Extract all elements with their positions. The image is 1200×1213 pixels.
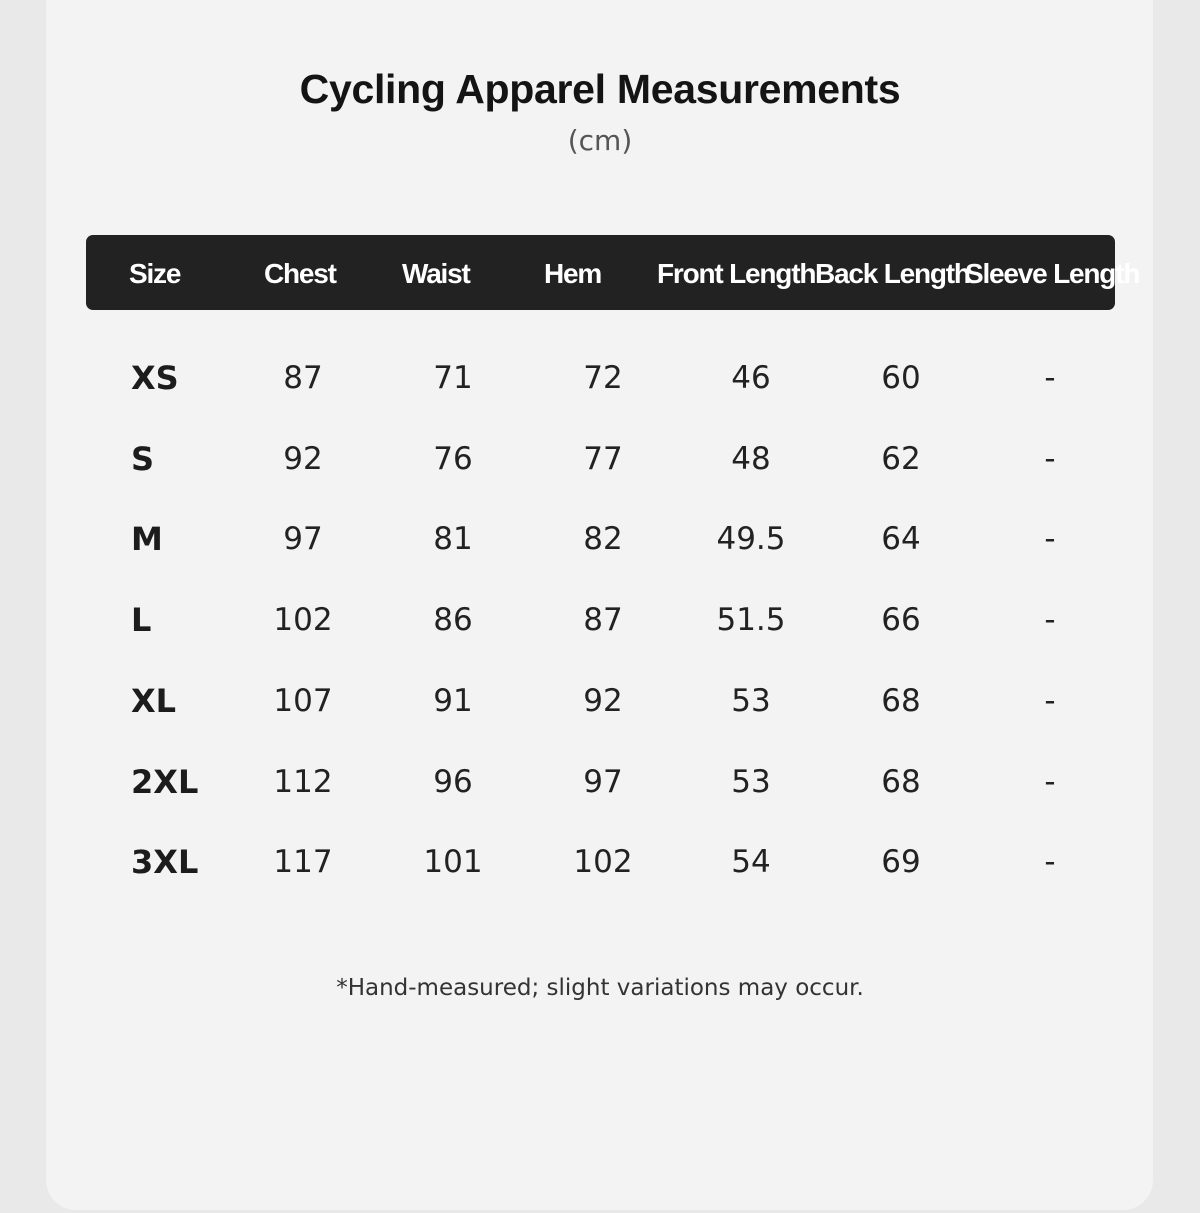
unit-label: (cm) xyxy=(567,124,633,157)
sleeve-length-cell: - xyxy=(1044,683,1056,719)
header-front-length: Front Length xyxy=(657,258,816,289)
chest-cell: 107 xyxy=(273,683,333,719)
hem-cell: 102 xyxy=(573,844,633,880)
header-chest: Chest xyxy=(264,258,336,289)
back-length-cell: 68 xyxy=(881,683,921,719)
header-size: Size xyxy=(129,258,181,289)
waist-cell: 101 xyxy=(423,844,483,880)
front-length-cell: 53 xyxy=(731,764,771,800)
table-row xyxy=(0,348,1200,408)
back-length-cell: 62 xyxy=(881,441,921,477)
front-length-cell: 46 xyxy=(731,360,771,396)
waist-cell: 86 xyxy=(433,602,473,638)
page-title: Cycling Apparel Measurements xyxy=(299,66,901,112)
front-length-cell: 49.5 xyxy=(716,521,786,557)
waist-cell: 76 xyxy=(433,441,473,477)
hem-cell: 82 xyxy=(583,521,623,557)
size-cell: M xyxy=(131,520,163,558)
sleeve-length-cell: - xyxy=(1044,844,1056,880)
footnote: *Hand-measured; slight variations may occur. xyxy=(336,975,864,1001)
header-hem: Hem xyxy=(544,258,602,289)
front-length-cell: 54 xyxy=(731,844,771,880)
back-length-cell: 69 xyxy=(881,844,921,880)
hem-cell: 72 xyxy=(583,360,623,396)
back-length-cell: 68 xyxy=(881,764,921,800)
header-waist: Waist xyxy=(402,258,470,289)
header-back-length: Back Length xyxy=(815,258,970,289)
chest-cell: 97 xyxy=(283,521,323,557)
front-length-cell: 48 xyxy=(731,441,771,477)
sleeve-length-cell: - xyxy=(1044,521,1056,557)
hem-cell: 97 xyxy=(583,764,623,800)
back-length-cell: 60 xyxy=(881,360,921,396)
table-row xyxy=(0,429,1200,489)
size-cell: S xyxy=(131,440,155,478)
chest-cell: 102 xyxy=(273,602,333,638)
header-sleeve-length: Sleeve Length xyxy=(965,258,1140,289)
waist-cell: 71 xyxy=(433,360,473,396)
size-cell: L xyxy=(131,601,152,639)
size-cell: XL xyxy=(131,682,177,720)
size-cell: XS xyxy=(131,359,179,397)
hem-cell: 77 xyxy=(583,441,623,477)
hem-cell: 92 xyxy=(583,683,623,719)
size-cell: 2XL xyxy=(131,763,199,801)
chest-cell: 112 xyxy=(273,764,333,800)
back-length-cell: 66 xyxy=(881,602,921,638)
waist-cell: 91 xyxy=(433,683,473,719)
back-length-cell: 64 xyxy=(881,521,921,557)
front-length-cell: 51.5 xyxy=(716,602,786,638)
sleeve-length-cell: - xyxy=(1044,441,1056,477)
waist-cell: 81 xyxy=(433,521,473,557)
chest-cell: 117 xyxy=(273,844,333,880)
sleeve-length-cell: - xyxy=(1044,764,1056,800)
size-cell: 3XL xyxy=(131,843,199,881)
table-row xyxy=(0,509,1200,569)
table-row xyxy=(0,590,1200,650)
table-row xyxy=(0,832,1200,892)
table-row xyxy=(0,752,1200,812)
table-header xyxy=(86,235,1140,310)
chest-cell: 92 xyxy=(283,441,323,477)
sleeve-length-cell: - xyxy=(1044,602,1056,638)
front-length-cell: 53 xyxy=(731,683,771,719)
waist-cell: 96 xyxy=(433,764,473,800)
sleeve-length-cell: - xyxy=(1044,360,1056,396)
hem-cell: 87 xyxy=(583,602,623,638)
chest-cell: 87 xyxy=(283,360,323,396)
table-row xyxy=(0,671,1200,731)
